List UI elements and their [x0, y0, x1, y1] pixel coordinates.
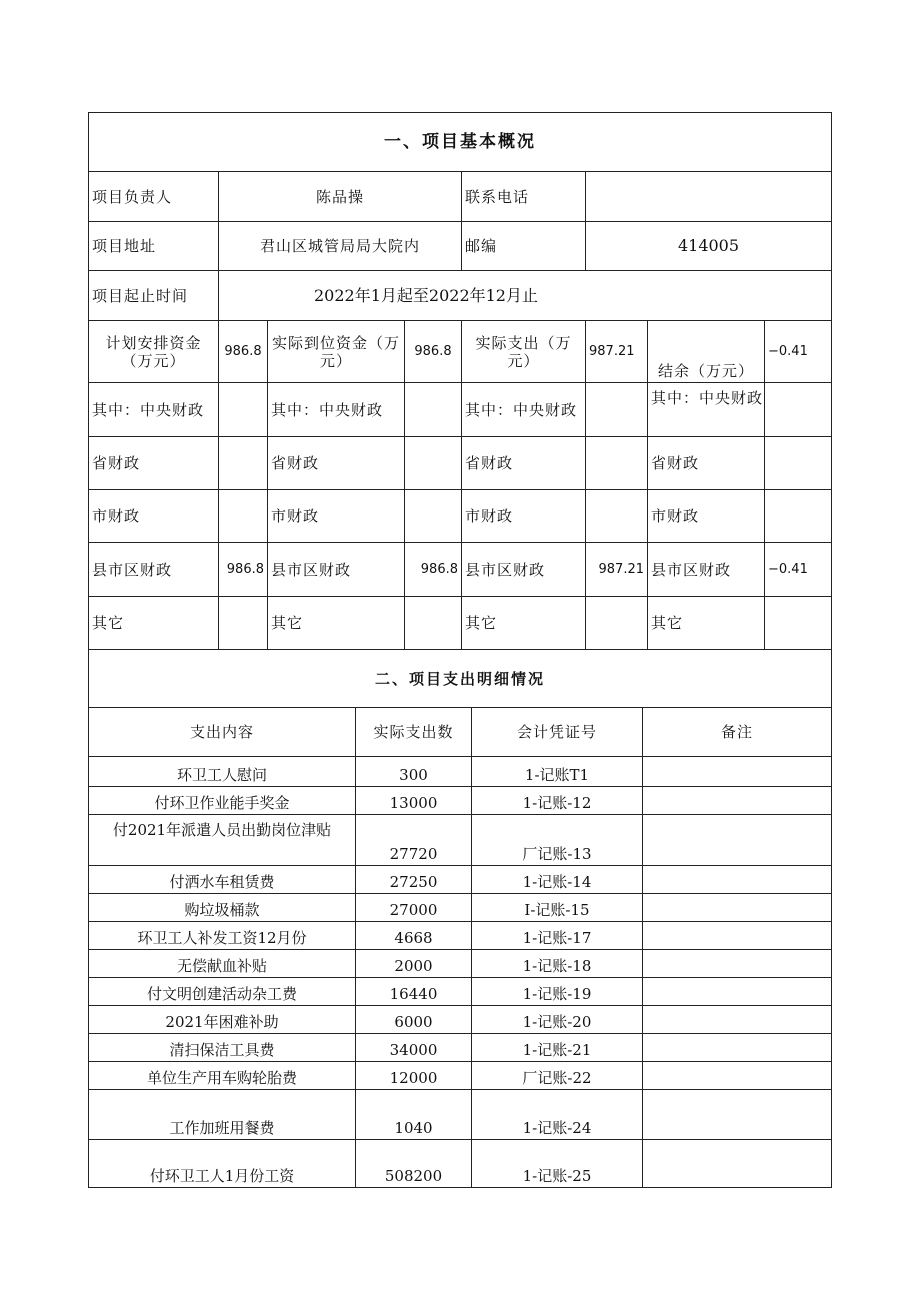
expense-note — [643, 787, 832, 815]
table-row — [89, 1140, 832, 1188]
expense-note — [643, 978, 832, 1006]
expense-amount: 27000 — [356, 894, 472, 922]
expense-content: 付文明创建活动杂工费 — [89, 978, 356, 1006]
expense-amount: 508200 — [356, 1140, 472, 1188]
phone-label: 联系电话 — [462, 172, 586, 222]
manager-label: 项目负责人 — [89, 172, 219, 222]
address-label: 项目地址 — [89, 222, 219, 271]
expense-note — [643, 1034, 832, 1062]
expense-note — [643, 866, 832, 894]
source-label: 县市区财政 — [89, 543, 219, 597]
voucher-number: 1-记账-14 — [472, 866, 643, 894]
source-value: 986.8 — [405, 543, 462, 597]
source-value — [405, 437, 462, 490]
expense-amount: 4668 — [356, 922, 472, 950]
table-row — [89, 1006, 832, 1034]
voucher-number: 1-记账-17 — [472, 922, 643, 950]
column-header: 备注 — [643, 708, 832, 757]
planned-funds-value: 986.8 — [219, 321, 268, 383]
section2-title: 二、项目支出明细情况 — [89, 650, 832, 708]
phone-value — [586, 172, 832, 222]
table-row — [89, 787, 832, 815]
expense-amount: 2000 — [356, 950, 472, 978]
source-label: 其中：中央财政 — [648, 383, 765, 437]
column-header: 支出内容 — [89, 708, 356, 757]
source-label: 其中：中央财政 — [89, 383, 219, 437]
balance-label: 结余（万元） — [648, 321, 765, 383]
balance-value: −0.41 — [765, 321, 832, 383]
source-label: 县市区财政 — [462, 543, 586, 597]
expense-amount: 12000 — [356, 1062, 472, 1090]
period-value: 2022年1月起至2022年12月止 — [219, 271, 832, 321]
source-value — [586, 437, 648, 490]
voucher-number: 1-记账-25 — [472, 1140, 643, 1188]
source-value: −0.41 — [765, 543, 832, 597]
voucher-number: 厂记账-22 — [472, 1062, 643, 1090]
column-header: 实际支出数 — [356, 708, 472, 757]
expense-content: 工作加班用餐费 — [89, 1090, 356, 1140]
expense-content: 付洒水车租赁费 — [89, 866, 356, 894]
source-label: 其中：中央财政 — [268, 383, 405, 437]
address-value: 君山区城管局局大院内 — [219, 222, 462, 271]
financial-form — [88, 112, 831, 1188]
expense-content: 购垃圾桶款 — [89, 894, 356, 922]
source-label: 省财政 — [648, 437, 765, 490]
source-label: 其它 — [89, 597, 219, 650]
source-value — [405, 383, 462, 437]
voucher-number: I-记账-15 — [472, 894, 643, 922]
source-label: 其它 — [462, 597, 586, 650]
expense-amount: 16440 — [356, 978, 472, 1006]
expense-note — [643, 815, 832, 866]
source-label: 省财政 — [462, 437, 586, 490]
expense-note — [643, 1090, 832, 1140]
table-row — [89, 1090, 832, 1140]
expense-content: 付环卫作业能手奖金 — [89, 787, 356, 815]
source-value — [405, 597, 462, 650]
expense-note — [643, 1062, 832, 1090]
source-label: 其中：中央财政 — [462, 383, 586, 437]
source-value — [586, 490, 648, 543]
expense-note — [643, 894, 832, 922]
source-value — [219, 437, 268, 490]
voucher-number: 1-记账-12 — [472, 787, 643, 815]
expense-content: 2021年困难补助 — [89, 1006, 356, 1034]
expense-content: 清扫保洁工具费 — [89, 1034, 356, 1062]
table-row — [89, 1062, 832, 1090]
table-row — [89, 866, 832, 894]
spent-funds-label: 实际支出（万元） — [462, 321, 586, 383]
expense-note — [643, 922, 832, 950]
source-label: 其它 — [268, 597, 405, 650]
expense-amount: 1040 — [356, 1090, 472, 1140]
voucher-number: 1-记账-20 — [472, 1006, 643, 1034]
expense-amount: 34000 — [356, 1034, 472, 1062]
expense-content: 单位生产用车购轮胎费 — [89, 1062, 356, 1090]
expense-note — [643, 950, 832, 978]
zip-label: 邮编 — [462, 222, 586, 271]
source-label: 市财政 — [268, 490, 405, 543]
voucher-number: 1-记账-24 — [472, 1090, 643, 1140]
table-row — [89, 894, 832, 922]
period-label: 项目起止时间 — [89, 271, 219, 321]
source-label: 市财政 — [462, 490, 586, 543]
expense-content: 环卫工人补发工资12月份 — [89, 922, 356, 950]
source-label: 县市区财政 — [268, 543, 405, 597]
source-value — [765, 490, 832, 543]
source-label: 省财政 — [268, 437, 405, 490]
expense-note — [643, 1140, 832, 1188]
expense-note — [643, 1006, 832, 1034]
expense-detail-table — [88, 649, 832, 1188]
planned-funds-label: 计划安排资金（万元） — [89, 321, 219, 383]
manager-value: 陈品操 — [219, 172, 462, 222]
expense-amount: 6000 — [356, 1006, 472, 1034]
expense-amount: 300 — [356, 757, 472, 787]
expense-note — [643, 757, 832, 787]
table-row — [89, 978, 832, 1006]
voucher-number: 厂记账-13 — [472, 815, 643, 866]
column-header: 会计凭证号 — [472, 708, 643, 757]
table-row — [89, 1034, 832, 1062]
source-value: 987.21 — [586, 543, 648, 597]
source-label: 市财政 — [648, 490, 765, 543]
source-value: 986.8 — [219, 543, 268, 597]
source-value — [765, 597, 832, 650]
basic-info-table — [88, 112, 832, 650]
expense-content: 环卫工人慰问 — [89, 757, 356, 787]
table-row — [89, 922, 832, 950]
source-value — [219, 490, 268, 543]
spent-funds-value: 987.21 — [586, 321, 648, 383]
expense-amount: 27250 — [356, 866, 472, 894]
voucher-number: 1-记账T1 — [472, 757, 643, 787]
source-value — [219, 383, 268, 437]
expense-content: 无偿献血补贴 — [89, 950, 356, 978]
voucher-number: 1-记账-18 — [472, 950, 643, 978]
table-row — [89, 815, 832, 866]
source-value — [765, 437, 832, 490]
source-label: 其它 — [648, 597, 765, 650]
table-row — [89, 757, 832, 787]
table-row — [89, 950, 832, 978]
received-funds-value: 986.8 — [405, 321, 462, 383]
source-value — [219, 597, 268, 650]
expense-amount: 13000 — [356, 787, 472, 815]
section1-title: 一、项目基本概况 — [89, 113, 832, 172]
expense-content: 付环卫工人1月份工资 — [89, 1140, 356, 1188]
source-label: 县市区财政 — [648, 543, 765, 597]
zip-value: 414005 — [586, 222, 832, 271]
received-funds-label: 实际到位资金（万元） — [268, 321, 405, 383]
source-value — [586, 383, 648, 437]
source-label: 省财政 — [89, 437, 219, 490]
source-value — [586, 597, 648, 650]
source-value — [765, 383, 832, 437]
voucher-number: 1-记账-19 — [472, 978, 643, 1006]
voucher-number: 1-记账-21 — [472, 1034, 643, 1062]
expense-amount: 27720 — [356, 815, 472, 866]
source-label: 市财政 — [89, 490, 219, 543]
source-value — [405, 490, 462, 543]
expense-content: 付2021年派遣人员出勤岗位津贴 — [89, 815, 356, 866]
